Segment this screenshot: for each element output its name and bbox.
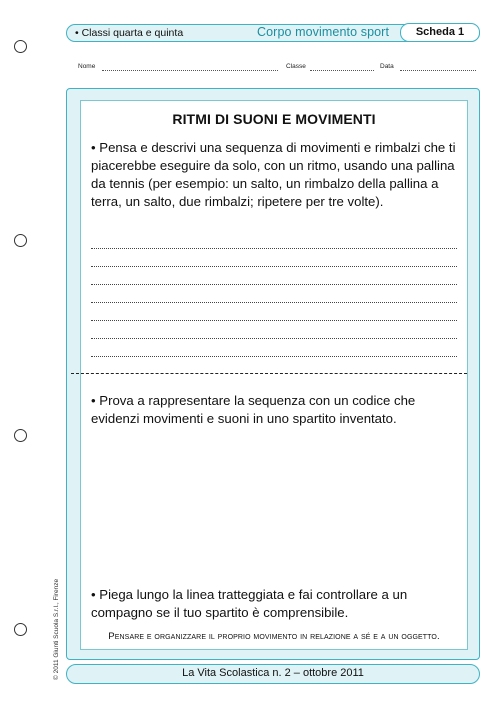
class-level-label: • Classi quarta e quinta xyxy=(75,27,184,39)
fold-line xyxy=(71,373,467,374)
scheda-badge: Scheda 1 xyxy=(400,23,480,42)
header-bar xyxy=(66,24,480,42)
classe-field[interactable] xyxy=(310,63,374,71)
instruction-3: • Piega lungo la linea tratteggiata e fai controllare a un compagno se il tuo spartito è comprensibile. xyxy=(91,587,408,620)
binder-hole-upper-middle xyxy=(14,234,27,247)
subject-label: Corpo movimento sport xyxy=(257,25,390,39)
copyright-notice: © 2011 Giunti Scuola S.r.l., Firenze xyxy=(53,578,60,680)
answer-lines xyxy=(91,231,457,357)
instruction-2: • Prova a rappresentare la sequenza con un codice che evidenzi movimenti e suoni in uno spartito inventato. xyxy=(91,393,416,426)
nome-label: Nome xyxy=(78,63,96,70)
publication-footer: La Vita Scolastica n. 2 – ottobre 2011 xyxy=(66,664,480,684)
instruction-1: • Pensa e descrivi una sequenza di movimenti e rimbalzi che ti piacerebbe eseguire da solo, con un ritmo, usando una pallina da tennis (per esempio: un salto, un rimbalzo della pallina a terra, un salto, due rimbalzi; ripetere per tre volte). xyxy=(91,140,456,209)
binder-hole-bottom xyxy=(14,623,27,636)
answer-line[interactable] xyxy=(91,249,457,267)
name-row xyxy=(78,63,478,75)
nome-field[interactable] xyxy=(102,63,278,71)
data-label: Data xyxy=(380,63,394,70)
answer-line[interactable] xyxy=(91,267,457,285)
data-field[interactable] xyxy=(400,63,476,71)
worksheet-title: RITMI DI SUONI E MOVIMENTI xyxy=(172,111,376,127)
classe-label: Classe xyxy=(286,63,306,70)
answer-line[interactable] xyxy=(91,231,457,249)
worksheet-body xyxy=(80,100,468,650)
answer-line[interactable] xyxy=(91,321,457,339)
answer-line[interactable] xyxy=(91,285,457,303)
binder-hole-lower-middle xyxy=(14,429,27,442)
answer-line[interactable] xyxy=(91,303,457,321)
answer-line[interactable] xyxy=(91,339,457,357)
binder-hole-top xyxy=(14,40,27,53)
learning-goal: Pensare e organizzare il proprio movimento in relazione a sé e a un oggetto. xyxy=(108,631,440,642)
